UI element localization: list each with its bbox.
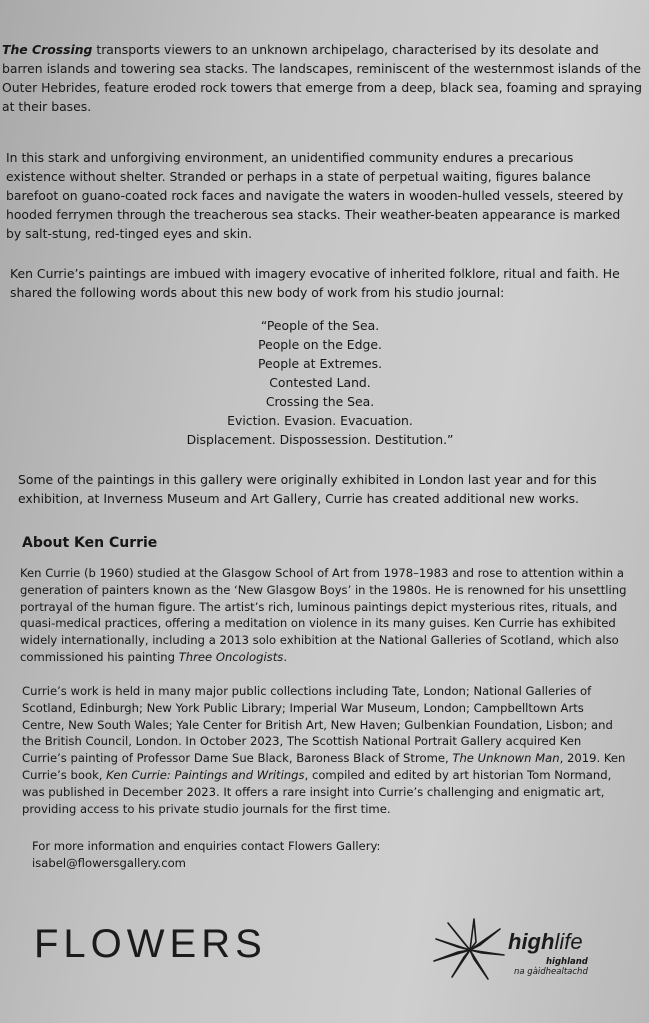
exhibition-title: The Crossing [2, 42, 93, 57]
highland-label: highland [546, 957, 588, 967]
book-title: Ken Currie: Paintings and Writings [106, 767, 305, 782]
highlife-logo [430, 915, 600, 985]
about-paragraph-2-text: Currie’s work is held in many major public collections including Tate, London; National Galleries of Scotland, Edinburgh; New York Public Library; Imperial War Museum, London; Campbelltown Arts Centre, New South Wales; Yale Center for British Art, New Haven; Gulbenkian Foundation, Lisbon; and the British Council, London. In October 2023, The Scottish National Portrait Gallery acquired Ken Currie’s painting of Professor Dame Sue Black, Baroness Black of Strome, [22, 684, 613, 766]
flowers-logo: FLOWERS [34, 922, 267, 966]
about-paragraph-1 [20, 565, 630, 666]
about-paragraph-2 [22, 683, 627, 817]
painting-title: Three Oncologists [178, 649, 284, 664]
gaelic-label: na gàidhealtachd [514, 967, 588, 977]
journal-quote [120, 316, 520, 449]
intro-paragraph-1 [2, 40, 642, 116]
quote-line: Displacement. Dispossession. Destitution.” [186, 432, 454, 447]
about-paragraph-1-text: Ken Currie (b 1960) studied at the Glasgow School of Art from 1978–1983 and rose to attention within a generation of painters known as the ‘New Glasgow Boys’ in the 1980s. He is renowned for his unsettling portrayal of the human figure. The artist’s rich, luminous paintings depict mysterious rites, rituals, and quasi-medical practices, offering a meditation on violence in its many guises. Ken Currie has exhibited widely internationally, including a 2013 solo exhibition at the National Galleries of Scotland, which also commissioned his painting [20, 566, 627, 664]
highlife-wordmark-thin: life [554, 929, 583, 954]
intro-paragraph-3: Ken Currie’s paintings are imbued with imagery evocative of inherited folklore, ritual and faith. He shared the following words about this new body of work from his studio journal: [10, 266, 620, 300]
contact-email: isabel@flowersgallery.com [32, 855, 186, 870]
star-burst-icon [430, 915, 510, 985]
highlife-wordmark [508, 929, 583, 955]
about-paragraph-1-end: . [283, 649, 287, 664]
highlife-wordmark-bold: high [508, 929, 555, 954]
quote-line: People at Extremes. [257, 356, 383, 371]
quote-line: Crossing the Sea. [265, 394, 375, 409]
quote-line: Contested Land. [269, 375, 371, 390]
intro-paragraph-2: In this stark and unforgiving environment, an unidentified community endures a precarious existence without shelter. Stranded or perhaps in a state of perpetual waiting, figures balance barefoot on guano-coated rock faces and navigate the waters in wooden-hulled vessels, steered by hooded ferrymen through the treacherous sea stacks. Their weather-beaten appearance is marked by salt-stung, red-tinged eyes and skin. [6, 150, 624, 241]
contact-line: For more information and enquiries contact Flowers Gallery: [32, 839, 381, 853]
painting-title: The Unknown Man [452, 751, 560, 766]
about-paragraph-2-text: , 2019. Ken Currie’s book, [22, 751, 626, 782]
quote-line: “People of the Sea. [260, 318, 380, 333]
quote-line: People on the Edge. [258, 337, 382, 352]
contact-info [32, 838, 532, 872]
intro-paragraph-4: Some of the paintings in this gallery were originally exhibited in London last year and for this exhibition, at Inverness Museum and Art Gallery, Currie has created additional new works. [18, 472, 597, 506]
about-heading: About Ken Currie [22, 535, 158, 551]
intro-paragraph-1-text: transports viewers to an unknown archipelago, characterised by its desolate and barren islands and towering sea stacks. The landscapes, reminiscent of the westernmost islands of the Outer Hebrides, feature eroded rock towers that emerge from a deep, black sea, foaming and spraying at their bases. [2, 42, 642, 114]
quote-line: Eviction. Evasion. Evacuation. [227, 413, 413, 428]
about-paragraph-2-text: , compiled and edited by art historian Tom Normand, was published in December 2023. It offers a rare insight into Currie’s challenging and enigmatic art, providing access to his private studio journals for the first time. [22, 767, 612, 816]
